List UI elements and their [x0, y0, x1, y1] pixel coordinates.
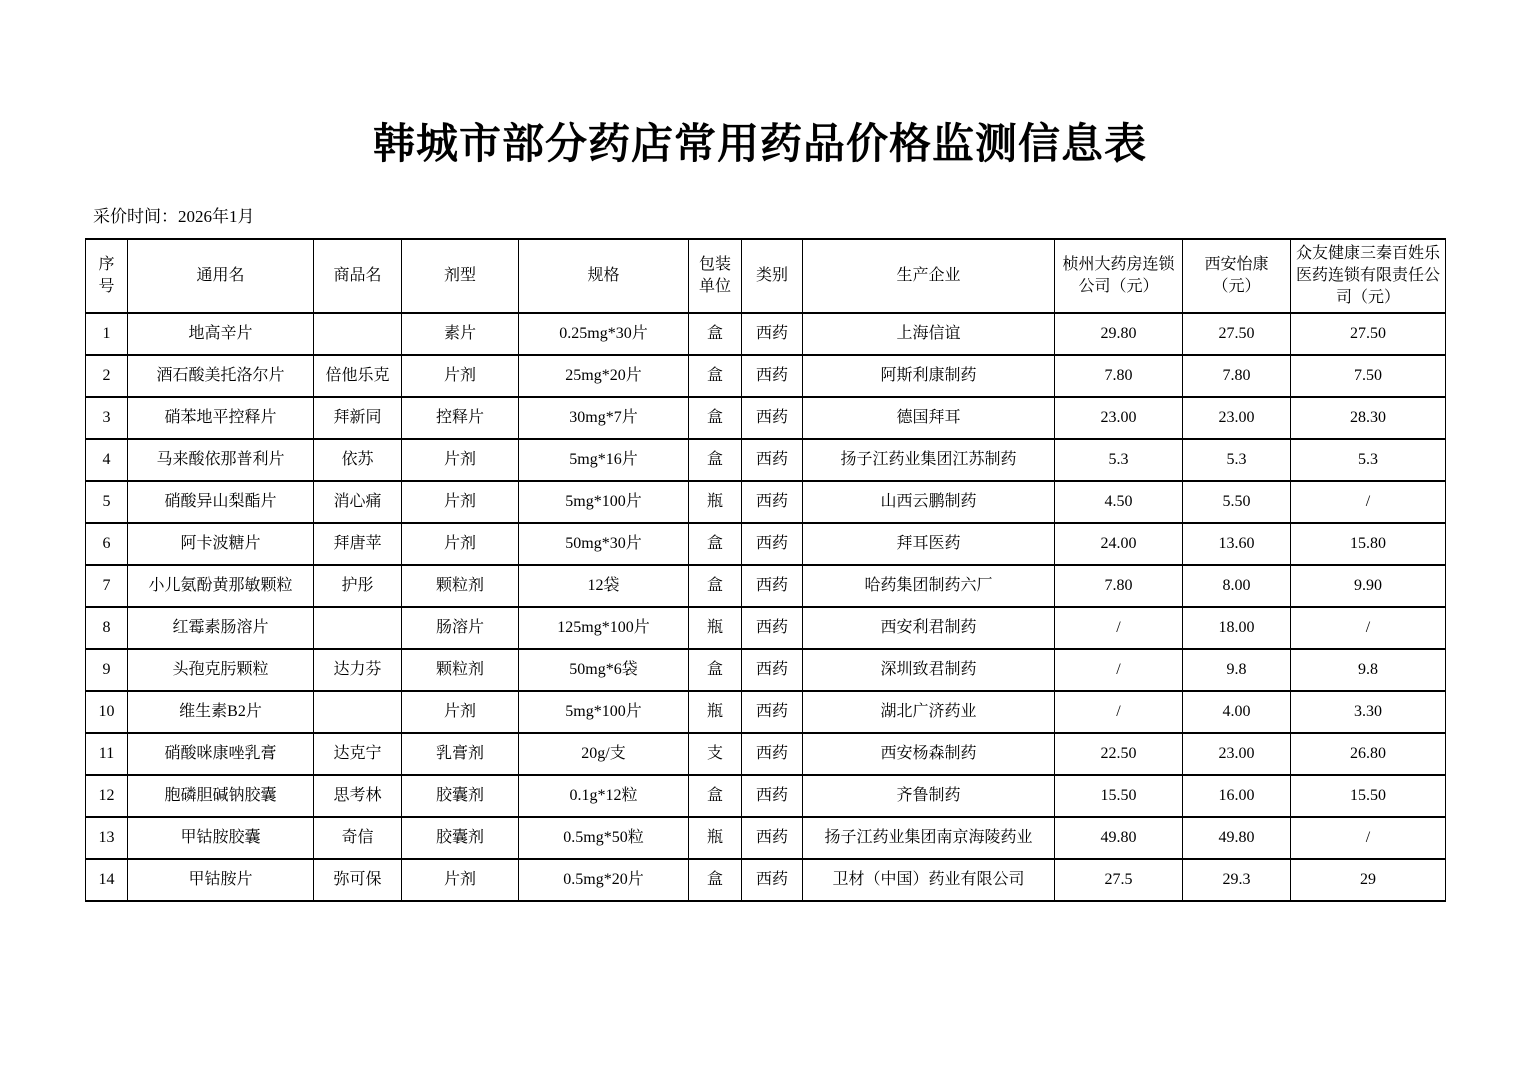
table-cell-col-generic-name: 地高辛片	[128, 313, 314, 355]
drug-price-table	[85, 238, 1446, 902]
table-cell-col-pharmacy-zhongyou: 3.30	[1291, 691, 1446, 733]
table-cell-col-generic-name: 胞磷胆碱钠胶囊	[128, 775, 314, 817]
column-header-col-pharmacy-zhenzhou: 桢州大药房连锁公司（元）	[1055, 239, 1183, 313]
table-cell-col-spec: 0.1g*12粒	[519, 775, 689, 817]
table-cell-col-manufacturer: 湖北广济药业	[803, 691, 1055, 733]
table-cell-col-generic-name: 甲钴胺片	[128, 859, 314, 901]
table-cell-col-pharmacy-zhenzhou: 15.50	[1055, 775, 1183, 817]
table-row	[86, 649, 1446, 691]
table-cell-col-category: 西药	[742, 649, 803, 691]
table-row	[86, 355, 1446, 397]
table-cell-col-pack-unit: 瓶	[689, 691, 742, 733]
table-cell-col-dosage-form: 片剂	[402, 355, 519, 397]
table-cell-col-pack-unit: 盒	[689, 565, 742, 607]
table-cell-col-manufacturer: 德国拜耳	[803, 397, 1055, 439]
table-cell-col-index: 10	[86, 691, 128, 733]
table-cell-col-pharmacy-yikang: 13.60	[1183, 523, 1291, 565]
table-cell-col-category: 西药	[742, 565, 803, 607]
table-cell-col-index: 1	[86, 313, 128, 355]
table-cell-col-spec: 20g/支	[519, 733, 689, 775]
table-cell-col-spec: 0.5mg*50粒	[519, 817, 689, 859]
table-row	[86, 775, 1446, 817]
table-cell-col-generic-name: 甲钴胺胶囊	[128, 817, 314, 859]
table-cell-col-generic-name: 酒石酸美托洛尔片	[128, 355, 314, 397]
table-cell-col-dosage-form: 素片	[402, 313, 519, 355]
table-cell-col-pharmacy-yikang: 23.00	[1183, 397, 1291, 439]
table-cell-col-generic-name: 头孢克肟颗粒	[128, 649, 314, 691]
column-header-col-dosage-form: 剂型	[402, 239, 519, 313]
table-cell-col-manufacturer: 齐鲁制药	[803, 775, 1055, 817]
table-cell-col-pharmacy-yikang: 9.8	[1183, 649, 1291, 691]
table-cell-col-pharmacy-zhongyou: 15.80	[1291, 523, 1446, 565]
table-cell-col-pharmacy-zhenzhou: 7.80	[1055, 355, 1183, 397]
column-header-col-pharmacy-yikang: 西安怡康（元）	[1183, 239, 1291, 313]
table-cell-col-dosage-form: 肠溶片	[402, 607, 519, 649]
table-cell-col-index: 2	[86, 355, 128, 397]
table-cell-col-manufacturer: 扬子江药业集团江苏制药	[803, 439, 1055, 481]
table-cell-col-pharmacy-zhongyou: /	[1291, 607, 1446, 649]
table-cell-col-generic-name: 红霉素肠溶片	[128, 607, 314, 649]
table-cell-col-pharmacy-yikang: 7.80	[1183, 355, 1291, 397]
table-cell-col-category: 西药	[742, 817, 803, 859]
table-row	[86, 607, 1446, 649]
table-cell-col-pharmacy-zhenzhou: 5.3	[1055, 439, 1183, 481]
table-cell-col-pharmacy-yikang: 16.00	[1183, 775, 1291, 817]
table-cell-col-pack-unit: 盒	[689, 313, 742, 355]
table-cell-col-pharmacy-zhongyou: /	[1291, 817, 1446, 859]
table-cell-col-spec: 0.25mg*30片	[519, 313, 689, 355]
table-cell-col-index: 9	[86, 649, 128, 691]
table-cell-col-generic-name: 维生素B2片	[128, 691, 314, 733]
table-cell-col-pack-unit: 盒	[689, 775, 742, 817]
table-cell-col-pharmacy-zhongyou: 29	[1291, 859, 1446, 901]
table-cell-col-dosage-form: 片剂	[402, 481, 519, 523]
table-cell-col-brand-name: 达力芬	[314, 649, 402, 691]
table-cell-col-pack-unit: 盒	[689, 355, 742, 397]
table-cell-col-pharmacy-zhenzhou: 7.80	[1055, 565, 1183, 607]
table-cell-col-generic-name: 硝酸咪康唑乳膏	[128, 733, 314, 775]
column-header-col-pack-unit: 包装单位	[689, 239, 742, 313]
table-row	[86, 481, 1446, 523]
table-cell-col-pharmacy-zhenzhou: /	[1055, 649, 1183, 691]
table-cell-col-spec: 5mg*16片	[519, 439, 689, 481]
table-cell-col-dosage-form: 颗粒剂	[402, 649, 519, 691]
table-cell-col-brand-name: 护彤	[314, 565, 402, 607]
table-cell-col-category: 西药	[742, 397, 803, 439]
table-cell-col-pharmacy-zhongyou: 9.8	[1291, 649, 1446, 691]
table-cell-col-manufacturer: 扬子江药业集团南京海陵药业	[803, 817, 1055, 859]
table-cell-col-pack-unit: 盒	[689, 649, 742, 691]
table-cell-col-brand-name: 依苏	[314, 439, 402, 481]
table-cell-col-pharmacy-zhenzhou: /	[1055, 691, 1183, 733]
table-cell-col-brand-name: 奇信	[314, 817, 402, 859]
table-cell-col-index: 13	[86, 817, 128, 859]
table-cell-col-category: 西药	[742, 481, 803, 523]
table-cell-col-pharmacy-zhongyou: 27.50	[1291, 313, 1446, 355]
table-cell-col-pharmacy-yikang: 23.00	[1183, 733, 1291, 775]
table-cell-col-generic-name: 硝苯地平控释片	[128, 397, 314, 439]
table-cell-col-dosage-form: 胶囊剂	[402, 775, 519, 817]
table-cell-col-pharmacy-yikang: 8.00	[1183, 565, 1291, 607]
table-cell-col-pharmacy-zhongyou: 15.50	[1291, 775, 1446, 817]
table-cell-col-pharmacy-zhenzhou: 24.00	[1055, 523, 1183, 565]
table-cell-col-index: 4	[86, 439, 128, 481]
table-row	[86, 691, 1446, 733]
table-row	[86, 523, 1446, 565]
column-header-col-category: 类别	[742, 239, 803, 313]
table-cell-col-dosage-form: 片剂	[402, 439, 519, 481]
table-cell-col-pack-unit: 盒	[689, 523, 742, 565]
collection-time-label: 采价时间：2026年1月	[93, 207, 255, 227]
table-row	[86, 439, 1446, 481]
table-cell-col-generic-name: 马来酸依那普利片	[128, 439, 314, 481]
table-cell-col-brand-name: 拜唐苹	[314, 523, 402, 565]
table-cell-col-brand-name: 倍他乐克	[314, 355, 402, 397]
table-cell-col-dosage-form: 控释片	[402, 397, 519, 439]
table-cell-col-category: 西药	[742, 733, 803, 775]
table-cell-col-dosage-form: 片剂	[402, 523, 519, 565]
table-cell-col-category: 西药	[742, 691, 803, 733]
table-cell-col-dosage-form: 乳膏剂	[402, 733, 519, 775]
table-row	[86, 565, 1446, 607]
table-cell-col-pharmacy-zhenzhou: 29.80	[1055, 313, 1183, 355]
table-row	[86, 817, 1446, 859]
table-cell-col-spec: 5mg*100片	[519, 691, 689, 733]
table-cell-col-dosage-form: 片剂	[402, 691, 519, 733]
table-cell-col-index: 8	[86, 607, 128, 649]
table-cell-col-manufacturer: 山西云鹏制药	[803, 481, 1055, 523]
header-row	[86, 239, 1446, 313]
table-cell-col-spec: 125mg*100片	[519, 607, 689, 649]
table-cell-col-pack-unit: 支	[689, 733, 742, 775]
table-cell-col-generic-name: 阿卡波糖片	[128, 523, 314, 565]
column-header-col-brand-name: 商品名	[314, 239, 402, 313]
table-cell-col-pharmacy-zhongyou: 7.50	[1291, 355, 1446, 397]
table-cell-col-brand-name: 达克宁	[314, 733, 402, 775]
table-cell-col-brand-name: 思考林	[314, 775, 402, 817]
table-cell-col-category: 西药	[742, 607, 803, 649]
page-title: 韩城市部分药店常用药品价格监测信息表	[372, 122, 1147, 168]
table-cell-col-pack-unit: 盒	[689, 439, 742, 481]
table-cell-col-manufacturer: 深圳致君制药	[803, 649, 1055, 691]
table-cell-col-pharmacy-yikang: 27.50	[1183, 313, 1291, 355]
table-cell-col-pharmacy-zhongyou: 5.3	[1291, 439, 1446, 481]
column-header-col-pharmacy-zhongyou: 众友健康三秦百姓乐医药连锁有限责任公司（元）	[1291, 239, 1446, 313]
table-cell-col-index: 7	[86, 565, 128, 607]
table-cell-col-pack-unit: 盒	[689, 859, 742, 901]
table-cell-col-category: 西药	[742, 355, 803, 397]
table-cell-col-manufacturer: 阿斯利康制药	[803, 355, 1055, 397]
column-header-col-manufacturer: 生产企业	[803, 239, 1055, 313]
table-cell-col-manufacturer: 卫材（中国）药业有限公司	[803, 859, 1055, 901]
table-cell-col-pharmacy-zhenzhou: 27.5	[1055, 859, 1183, 901]
table-cell-col-index: 5	[86, 481, 128, 523]
table-row	[86, 859, 1446, 901]
table-cell-col-brand-name	[314, 313, 402, 355]
table-cell-col-manufacturer: 哈药集团制药六厂	[803, 565, 1055, 607]
table-cell-col-pharmacy-zhenzhou: 22.50	[1055, 733, 1183, 775]
table-cell-col-spec: 50mg*6袋	[519, 649, 689, 691]
table-cell-col-brand-name	[314, 691, 402, 733]
table-cell-col-pharmacy-zhongyou: 28.30	[1291, 397, 1446, 439]
table-cell-col-pack-unit: 瓶	[689, 481, 742, 523]
table-cell-col-spec: 50mg*30片	[519, 523, 689, 565]
table-cell-col-index: 11	[86, 733, 128, 775]
column-header-col-index: 序号	[86, 239, 128, 313]
table-cell-col-pharmacy-zhongyou: /	[1291, 481, 1446, 523]
table-cell-col-pharmacy-zhenzhou: 4.50	[1055, 481, 1183, 523]
table-cell-col-pack-unit: 盒	[689, 397, 742, 439]
table-cell-col-pharmacy-zhenzhou: /	[1055, 607, 1183, 649]
table-cell-col-category: 西药	[742, 523, 803, 565]
table-cell-col-brand-name: 拜新同	[314, 397, 402, 439]
table-cell-col-category: 西药	[742, 439, 803, 481]
table-cell-col-spec: 5mg*100片	[519, 481, 689, 523]
table-cell-col-pack-unit: 瓶	[689, 817, 742, 859]
column-header-col-spec: 规格	[519, 239, 689, 313]
table-cell-col-dosage-form: 胶囊剂	[402, 817, 519, 859]
table-cell-col-pharmacy-zhongyou: 26.80	[1291, 733, 1446, 775]
table-cell-col-brand-name: 消心痛	[314, 481, 402, 523]
table-cell-col-dosage-form: 颗粒剂	[402, 565, 519, 607]
table-cell-col-pharmacy-yikang: 29.3	[1183, 859, 1291, 901]
column-header-col-generic-name: 通用名	[128, 239, 314, 313]
table-cell-col-pharmacy-yikang: 5.3	[1183, 439, 1291, 481]
table-cell-col-manufacturer: 西安杨森制药	[803, 733, 1055, 775]
table-cell-col-manufacturer: 西安利君制药	[803, 607, 1055, 649]
table-cell-col-index: 3	[86, 397, 128, 439]
table-cell-col-brand-name	[314, 607, 402, 649]
table-cell-col-spec: 12袋	[519, 565, 689, 607]
table-cell-col-pharmacy-zhenzhou: 49.80	[1055, 817, 1183, 859]
table-cell-col-generic-name: 小儿氨酚黄那敏颗粒	[128, 565, 314, 607]
table-cell-col-category: 西药	[742, 313, 803, 355]
table-cell-col-spec: 30mg*7片	[519, 397, 689, 439]
table-cell-col-spec: 0.5mg*20片	[519, 859, 689, 901]
table-row	[86, 397, 1446, 439]
table-cell-col-pharmacy-yikang: 18.00	[1183, 607, 1291, 649]
table-cell-col-index: 6	[86, 523, 128, 565]
table-cell-col-pharmacy-yikang: 4.00	[1183, 691, 1291, 733]
table-cell-col-manufacturer: 拜耳医药	[803, 523, 1055, 565]
table-cell-col-brand-name: 弥可保	[314, 859, 402, 901]
table-row	[86, 313, 1446, 355]
table-cell-col-pharmacy-zhongyou: 9.90	[1291, 565, 1446, 607]
table-cell-col-pharmacy-yikang: 5.50	[1183, 481, 1291, 523]
table-cell-col-manufacturer: 上海信谊	[803, 313, 1055, 355]
table-cell-col-generic-name: 硝酸异山梨酯片	[128, 481, 314, 523]
table-cell-col-dosage-form: 片剂	[402, 859, 519, 901]
table-cell-col-index: 12	[86, 775, 128, 817]
table-cell-col-pack-unit: 瓶	[689, 607, 742, 649]
table-cell-col-index: 14	[86, 859, 128, 901]
table-cell-col-category: 西药	[742, 859, 803, 901]
table-cell-col-spec: 25mg*20片	[519, 355, 689, 397]
table-row	[86, 733, 1446, 775]
table-cell-col-pharmacy-zhenzhou: 23.00	[1055, 397, 1183, 439]
table-cell-col-pharmacy-yikang: 49.80	[1183, 817, 1291, 859]
table-cell-col-category: 西药	[742, 775, 803, 817]
